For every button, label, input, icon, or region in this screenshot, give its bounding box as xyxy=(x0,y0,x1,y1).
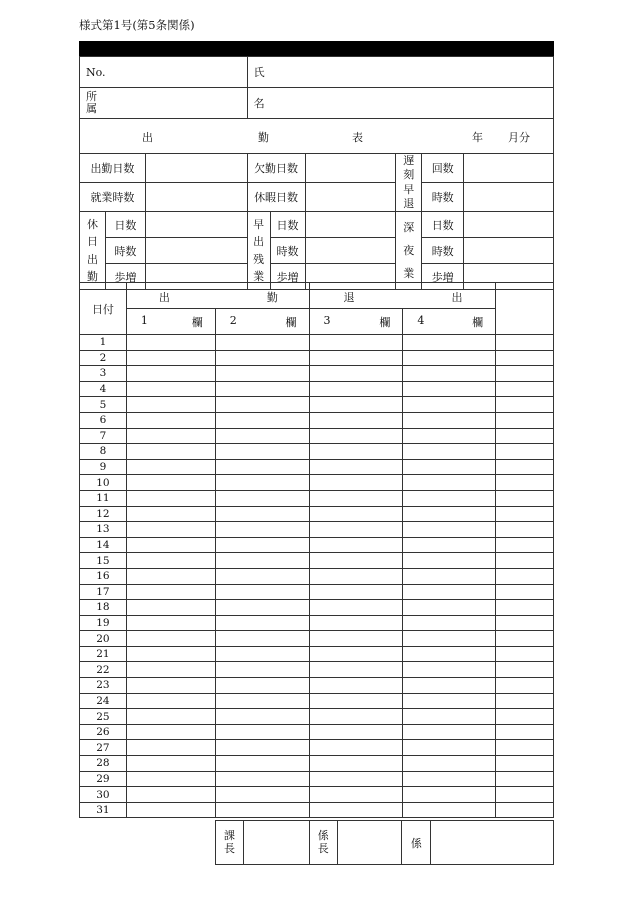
day-number: 24 xyxy=(80,693,127,709)
day-number: 25 xyxy=(80,709,127,725)
time-cell[interactable] xyxy=(126,724,215,740)
time-cell[interactable] xyxy=(403,693,496,709)
late-hours-value[interactable] xyxy=(464,183,554,212)
time-cell[interactable] xyxy=(403,381,496,397)
time-cell[interactable] xyxy=(496,693,554,709)
day-number: 15 xyxy=(80,553,127,569)
times-count-value[interactable] xyxy=(464,154,554,183)
table-row xyxy=(80,787,554,803)
time-cell[interactable] xyxy=(126,412,215,428)
table-row xyxy=(80,802,554,818)
day-number: 16 xyxy=(80,568,127,584)
night-days-value[interactable] xyxy=(464,212,554,238)
day-number: 8 xyxy=(80,444,127,460)
time-cell[interactable] xyxy=(126,553,215,569)
column-label: 欄 xyxy=(472,315,484,329)
time-cell[interactable] xyxy=(496,553,554,569)
time-cell[interactable] xyxy=(403,350,496,366)
holiday-days-label: 日数 xyxy=(105,212,145,238)
time-cell[interactable] xyxy=(126,709,215,725)
table-row xyxy=(80,412,554,428)
time-cell[interactable] xyxy=(309,553,403,569)
time-cell[interactable] xyxy=(496,537,554,553)
column-label: 欄 xyxy=(191,315,203,329)
day-number: 3 xyxy=(80,366,127,382)
day-number: 12 xyxy=(80,506,127,522)
form-number: 様式第1号(第5条関係) xyxy=(79,18,195,32)
time-cell[interactable] xyxy=(309,459,403,475)
time-cell[interactable] xyxy=(126,600,215,616)
column-header-2 xyxy=(215,309,309,335)
time-cell[interactable] xyxy=(496,756,554,772)
time-cell[interactable] xyxy=(403,553,496,569)
day-number: 4 xyxy=(80,381,127,397)
date-header: 日付 xyxy=(80,283,127,335)
time-cell[interactable] xyxy=(309,709,403,725)
name-field[interactable] xyxy=(247,88,553,119)
attend-char-2: 勤 xyxy=(266,291,278,304)
column-label: 欄 xyxy=(379,315,391,329)
time-cell[interactable] xyxy=(496,475,554,491)
time-cell[interactable] xyxy=(215,678,309,694)
table-row xyxy=(80,709,554,725)
time-cell[interactable] xyxy=(309,366,403,382)
day-number: 18 xyxy=(80,600,127,616)
time-cell[interactable] xyxy=(215,802,309,818)
time-cell[interactable] xyxy=(403,397,496,413)
table-row xyxy=(80,724,554,740)
table-row xyxy=(80,381,554,397)
time-cell[interactable] xyxy=(215,693,309,709)
no-field[interactable] xyxy=(80,57,248,88)
day-number: 13 xyxy=(80,522,127,538)
table-row xyxy=(80,444,554,460)
table-row xyxy=(80,756,554,772)
dept-label: 所 属 xyxy=(86,90,97,115)
table-row xyxy=(80,600,554,616)
times-count-label: 回数 xyxy=(422,154,464,183)
time-cell[interactable] xyxy=(126,802,215,818)
title-char-2: 勤 xyxy=(258,131,269,144)
time-cell[interactable] xyxy=(403,537,496,553)
table-row xyxy=(80,631,554,647)
time-cell[interactable] xyxy=(309,600,403,616)
time-cell[interactable] xyxy=(403,615,496,631)
approval-table xyxy=(215,820,554,865)
column-number: 2 xyxy=(229,313,237,327)
time-cell[interactable] xyxy=(215,740,309,756)
time-cell[interactable] xyxy=(403,428,496,444)
section-chief-label: 課 長 xyxy=(216,821,244,865)
name-label-2: 名 xyxy=(253,97,265,110)
time-cell[interactable] xyxy=(309,631,403,647)
time-cell[interactable] xyxy=(403,709,496,725)
time-cell[interactable] xyxy=(496,584,554,600)
time-cell[interactable] xyxy=(403,771,496,787)
time-cell[interactable] xyxy=(126,568,215,584)
time-cell[interactable] xyxy=(215,397,309,413)
table-row xyxy=(80,693,554,709)
time-cell[interactable] xyxy=(309,381,403,397)
day-number: 22 xyxy=(80,662,127,678)
time-cell[interactable] xyxy=(126,631,215,647)
time-cell[interactable] xyxy=(403,335,496,351)
time-cell[interactable] xyxy=(496,631,554,647)
time-cell[interactable] xyxy=(496,350,554,366)
column-header-1 xyxy=(126,309,215,335)
holiday-hours-value[interactable] xyxy=(145,238,247,264)
time-cell[interactable] xyxy=(309,522,403,538)
overtime-days-label: 日数 xyxy=(270,212,305,238)
time-cell[interactable] xyxy=(309,490,403,506)
time-cell[interactable] xyxy=(496,615,554,631)
time-cell[interactable] xyxy=(126,787,215,803)
table-row xyxy=(80,459,554,475)
time-cell[interactable] xyxy=(126,693,215,709)
time-cell[interactable] xyxy=(496,802,554,818)
leave-header xyxy=(309,283,496,309)
name-label-1: 氏 xyxy=(253,66,265,79)
time-cell[interactable] xyxy=(309,428,403,444)
leave-char-2: 出 xyxy=(451,291,463,304)
day-number: 5 xyxy=(80,397,127,413)
staff-stamp[interactable] xyxy=(431,821,554,865)
time-cell[interactable] xyxy=(496,506,554,522)
late-hours-label: 時数 xyxy=(422,183,464,212)
table-row xyxy=(80,615,554,631)
time-cell[interactable] xyxy=(215,506,309,522)
time-cell[interactable] xyxy=(126,335,215,351)
time-cell[interactable] xyxy=(496,662,554,678)
time-cell[interactable] xyxy=(403,740,496,756)
time-cell[interactable] xyxy=(309,724,403,740)
time-cell[interactable] xyxy=(403,802,496,818)
time-cell[interactable] xyxy=(309,615,403,631)
time-cell[interactable] xyxy=(215,709,309,725)
time-cell[interactable] xyxy=(215,600,309,616)
time-cell[interactable] xyxy=(403,787,496,803)
name-field-top[interactable] xyxy=(247,57,553,88)
time-cell[interactable] xyxy=(215,631,309,647)
time-cell[interactable] xyxy=(496,787,554,803)
table-row xyxy=(80,490,554,506)
time-cell[interactable] xyxy=(215,584,309,600)
day-number: 6 xyxy=(80,412,127,428)
day-number: 27 xyxy=(80,740,127,756)
day-number: 14 xyxy=(80,537,127,553)
column-number: 3 xyxy=(323,313,331,327)
title-char-1: 出 xyxy=(142,131,153,144)
overtime-hours-label: 時数 xyxy=(270,238,305,264)
time-cell[interactable] xyxy=(496,724,554,740)
table-row xyxy=(80,771,554,787)
time-cell[interactable] xyxy=(126,506,215,522)
day-number: 26 xyxy=(80,724,127,740)
day-number: 28 xyxy=(80,756,127,772)
day-number: 30 xyxy=(80,787,127,803)
time-cell[interactable] xyxy=(215,522,309,538)
time-cell[interactable] xyxy=(126,646,215,662)
time-cell[interactable] xyxy=(309,350,403,366)
time-cell[interactable] xyxy=(403,444,496,460)
time-cell[interactable] xyxy=(309,584,403,600)
holiday-days-value[interactable] xyxy=(145,212,247,238)
time-cell[interactable] xyxy=(215,335,309,351)
time-cell[interactable] xyxy=(215,350,309,366)
time-cell[interactable] xyxy=(215,724,309,740)
working-hours-label: 就業時数 xyxy=(80,183,146,212)
remarks-header xyxy=(496,283,554,335)
time-cell[interactable] xyxy=(309,802,403,818)
time-cell[interactable] xyxy=(496,600,554,616)
day-number: 7 xyxy=(80,428,127,444)
time-cell[interactable] xyxy=(403,678,496,694)
column-number: 4 xyxy=(417,313,425,327)
section-chief-stamp[interactable] xyxy=(243,821,309,865)
time-cell[interactable] xyxy=(126,615,215,631)
time-cell[interactable] xyxy=(126,584,215,600)
day-number: 9 xyxy=(80,459,127,475)
summary-table xyxy=(79,56,554,290)
header-bar xyxy=(79,41,554,56)
chief-stamp[interactable] xyxy=(337,821,402,865)
time-cell[interactable] xyxy=(496,740,554,756)
time-cell[interactable] xyxy=(403,568,496,584)
time-cell[interactable] xyxy=(403,506,496,522)
time-cell[interactable] xyxy=(496,709,554,725)
table-row xyxy=(80,553,554,569)
night-hours-value[interactable] xyxy=(464,238,554,264)
time-cell[interactable] xyxy=(309,335,403,351)
time-cell[interactable] xyxy=(309,787,403,803)
table-row xyxy=(80,506,554,522)
attend-header xyxy=(126,283,309,309)
column-header-4 xyxy=(403,309,496,335)
working-hours-value[interactable] xyxy=(145,183,247,212)
time-cell[interactable] xyxy=(126,771,215,787)
table-row xyxy=(80,475,554,491)
time-cell[interactable] xyxy=(215,787,309,803)
time-cell[interactable] xyxy=(403,662,496,678)
time-cell[interactable] xyxy=(403,584,496,600)
time-cell[interactable] xyxy=(496,381,554,397)
holiday-work-label: 休 日 出 勤 xyxy=(80,212,106,290)
time-cell[interactable] xyxy=(496,490,554,506)
time-cell[interactable] xyxy=(126,756,215,772)
time-cell[interactable] xyxy=(403,522,496,538)
table-row xyxy=(80,522,554,538)
time-cell[interactable] xyxy=(403,412,496,428)
title-char-3: 表 xyxy=(352,131,363,144)
time-cell[interactable] xyxy=(403,475,496,491)
column-label: 欄 xyxy=(285,315,297,329)
time-cell[interactable] xyxy=(309,475,403,491)
absence-days-value[interactable] xyxy=(305,154,396,183)
time-cell[interactable] xyxy=(309,693,403,709)
table-row xyxy=(80,537,554,553)
time-cell[interactable] xyxy=(215,444,309,460)
time-cell[interactable] xyxy=(126,444,215,460)
time-cell[interactable] xyxy=(496,366,554,382)
day-number: 31 xyxy=(80,802,127,818)
column-header-3 xyxy=(309,309,403,335)
column-number: 1 xyxy=(140,313,148,327)
table-row xyxy=(80,428,554,444)
time-cell[interactable] xyxy=(215,553,309,569)
attendance-days-label: 出勤日数 xyxy=(80,154,146,183)
time-cell[interactable] xyxy=(215,646,309,662)
time-cell[interactable] xyxy=(403,459,496,475)
night-work-label: 深 夜 業 xyxy=(396,212,422,290)
time-cell[interactable] xyxy=(126,397,215,413)
time-cell[interactable] xyxy=(309,412,403,428)
time-cell[interactable] xyxy=(403,756,496,772)
staff-label: 係 xyxy=(402,821,431,865)
time-cell[interactable] xyxy=(403,631,496,647)
time-cell[interactable] xyxy=(126,678,215,694)
time-cell[interactable] xyxy=(215,412,309,428)
night-hours-label: 時数 xyxy=(422,238,464,264)
time-cell[interactable] xyxy=(403,490,496,506)
early-overtime-label: 早 出 残 業 xyxy=(247,212,270,290)
overtime-days-value[interactable] xyxy=(305,212,396,238)
time-cell[interactable] xyxy=(496,459,554,475)
absence-days-label: 欠勤日数 xyxy=(247,154,305,183)
time-cell[interactable] xyxy=(126,475,215,491)
time-cell[interactable] xyxy=(215,366,309,382)
month-label: 月分 xyxy=(508,131,530,144)
time-cell[interactable] xyxy=(496,428,554,444)
time-cell[interactable] xyxy=(126,428,215,444)
day-number: 21 xyxy=(80,646,127,662)
time-cell[interactable] xyxy=(215,568,309,584)
day-number: 10 xyxy=(80,475,127,491)
table-row xyxy=(80,584,554,600)
time-cell[interactable] xyxy=(126,459,215,475)
time-cell[interactable] xyxy=(403,366,496,382)
time-cell[interactable] xyxy=(215,756,309,772)
leave-days-value[interactable] xyxy=(305,183,396,212)
table-row xyxy=(80,646,554,662)
time-cell[interactable] xyxy=(215,428,309,444)
time-cell[interactable] xyxy=(215,771,309,787)
time-cell[interactable] xyxy=(403,600,496,616)
time-cell[interactable] xyxy=(309,568,403,584)
time-cell[interactable] xyxy=(126,537,215,553)
day-number: 2 xyxy=(80,350,127,366)
table-row xyxy=(80,350,554,366)
table-row xyxy=(80,662,554,678)
holiday-hours-label: 時数 xyxy=(105,238,145,264)
table-row xyxy=(80,397,554,413)
time-cell[interactable] xyxy=(309,444,403,460)
time-cell[interactable] xyxy=(215,475,309,491)
overtime-hours-value[interactable] xyxy=(305,238,396,264)
time-cell[interactable] xyxy=(309,397,403,413)
time-cell[interactable] xyxy=(496,771,554,787)
time-cell[interactable] xyxy=(126,381,215,397)
title-row xyxy=(80,119,554,154)
time-cell[interactable] xyxy=(126,350,215,366)
leave-char-1: 退 xyxy=(343,291,355,304)
no-label: No. xyxy=(86,65,106,79)
time-cell[interactable] xyxy=(126,662,215,678)
time-cell[interactable] xyxy=(215,381,309,397)
late-early-label: 遅 刻 早 退 xyxy=(396,154,422,212)
night-step-label: 歩増 xyxy=(422,264,464,290)
day-number: 17 xyxy=(80,584,127,600)
time-cell[interactable] xyxy=(403,724,496,740)
table-row xyxy=(80,335,554,351)
attend-char-1: 出 xyxy=(158,291,170,304)
time-cell[interactable] xyxy=(215,662,309,678)
time-cell[interactable] xyxy=(496,678,554,694)
dept-field[interactable] xyxy=(80,88,248,119)
table-row xyxy=(80,366,554,382)
time-cell[interactable] xyxy=(309,537,403,553)
time-cell[interactable] xyxy=(215,537,309,553)
time-cell[interactable] xyxy=(496,646,554,662)
overtime-step-label: 歩増 xyxy=(270,264,305,290)
time-cell[interactable] xyxy=(215,459,309,475)
holiday-step-label: 歩増 xyxy=(105,264,145,290)
time-cell[interactable] xyxy=(309,771,403,787)
time-cell[interactable] xyxy=(496,335,554,351)
table-row xyxy=(80,740,554,756)
time-cell[interactable] xyxy=(126,740,215,756)
time-cell[interactable] xyxy=(309,646,403,662)
year-label: 年 xyxy=(472,131,483,144)
time-cell[interactable] xyxy=(309,678,403,694)
day-number: 11 xyxy=(80,490,127,506)
day-number: 23 xyxy=(80,678,127,694)
time-cell[interactable] xyxy=(496,412,554,428)
day-number: 19 xyxy=(80,615,127,631)
time-cell[interactable] xyxy=(309,756,403,772)
time-cell[interactable] xyxy=(126,522,215,538)
time-cell[interactable] xyxy=(403,646,496,662)
day-number: 29 xyxy=(80,771,127,787)
time-cell[interactable] xyxy=(126,490,215,506)
time-cell[interactable] xyxy=(309,740,403,756)
time-cell[interactable] xyxy=(215,615,309,631)
daily-table xyxy=(79,282,554,818)
attendance-days-value[interactable] xyxy=(145,154,247,183)
time-cell[interactable] xyxy=(496,568,554,584)
day-number: 20 xyxy=(80,631,127,647)
night-days-label: 日数 xyxy=(422,212,464,238)
table-row xyxy=(80,678,554,694)
time-cell[interactable] xyxy=(496,444,554,460)
time-cell[interactable] xyxy=(126,366,215,382)
table-row xyxy=(80,568,554,584)
chief-label: 係 長 xyxy=(309,821,337,865)
time-cell[interactable] xyxy=(496,397,554,413)
time-cell[interactable] xyxy=(309,506,403,522)
leave-days-label: 休暇日数 xyxy=(247,183,305,212)
time-cell[interactable] xyxy=(215,490,309,506)
day-number: 1 xyxy=(80,335,127,351)
time-cell[interactable] xyxy=(496,522,554,538)
time-cell[interactable] xyxy=(309,662,403,678)
